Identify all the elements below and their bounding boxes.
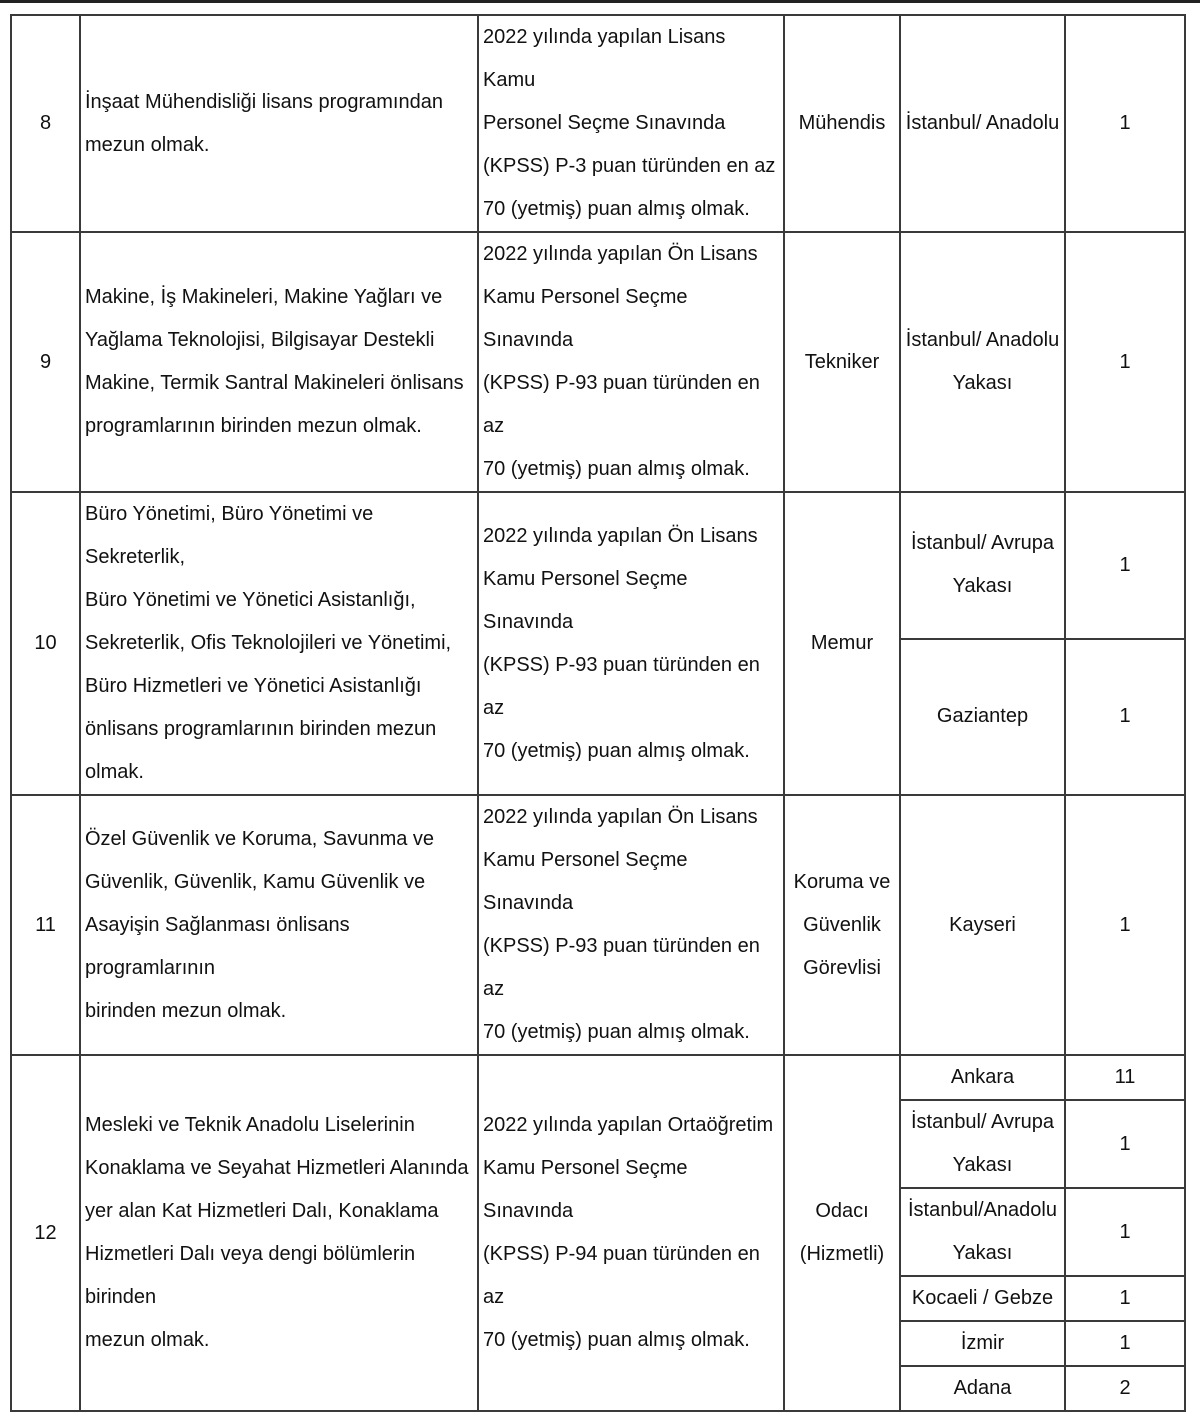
kpss-requirement-cell: 2022 yılında yapılan Ortaöğretim Kamu Personel Seçme Sınavında (KPSS) P-94 puan türünden en az 70 (yetmiş) puan almış olmak. — [478, 1055, 784, 1411]
table-row — [11, 492, 1185, 639]
staff-positions-table — [10, 14, 1186, 1412]
row-number: 12 — [11, 1055, 80, 1411]
table-row — [11, 232, 1185, 492]
position-count-cell: 1 — [1065, 15, 1185, 232]
position-count-cell: 1 — [1065, 795, 1185, 1055]
kpss-requirement-cell: 2022 yılında yapılan Ön Lisans Kamu Personel Seçme Sınavında (KPSS) P-93 puan türünden en az 70 (yetmiş) puan almış olmak. — [478, 795, 784, 1055]
row-number: 9 — [11, 232, 80, 492]
position-count-cell: 1 — [1065, 232, 1185, 492]
kpss-requirement-cell: 2022 yılında yapılan Ön Lisans Kamu Personel Seçme Sınavında (KPSS) P-93 puan türünden en az 70 (yetmiş) puan almış olmak. — [478, 232, 784, 492]
location-cell: Adana — [900, 1366, 1065, 1411]
location-cell: İstanbul/ Anadolu — [900, 15, 1065, 232]
position-count-cell: 1 — [1065, 639, 1185, 795]
location-cell: Kayseri — [900, 795, 1065, 1055]
kpss-requirement-cell: 2022 yılında yapılan Ön Lisans Kamu Personel Seçme Sınavında (KPSS) P-93 puan türünden en az 70 (yetmiş) puan almış olmak. — [478, 492, 784, 795]
row-number: 10 — [11, 492, 80, 795]
position-count-cell: 1 — [1065, 1276, 1185, 1321]
location-cell: İstanbul/ Avrupa Yakası — [900, 1100, 1065, 1188]
table-row — [11, 15, 1185, 232]
qualification-cell: Özel Güvenlik ve Koruma, Savunma ve Güvenlik, Güvenlik, Kamu Güvenlik ve Asayişin Sağlanması önlisans programlarının birinden mezun olmak. — [80, 795, 478, 1055]
table-row — [11, 1055, 1185, 1100]
location-cell: İstanbul/ Avrupa Yakası — [900, 492, 1065, 639]
position-count-cell: 1 — [1065, 492, 1185, 639]
location-cell: İzmir — [900, 1321, 1065, 1366]
kpss-requirement-cell: 2022 yılında yapılan Lisans Kamu Personel Seçme Sınavında (KPSS) P-3 puan türünden en az 70 (yetmiş) puan almış olmak. — [478, 15, 784, 232]
qualification-cell: Mesleki ve Teknik Anadolu Liselerinin Konaklama ve Seyahat Hizmetleri Alanında yer alan Kat Hizmetleri Dalı, Konaklama Hizmetleri Dalı veya dengi bölümlerin birinden mezun olmak. — [80, 1055, 478, 1411]
position-count-cell: 1 — [1065, 1100, 1185, 1188]
location-cell: Ankara — [900, 1055, 1065, 1100]
position-title-cell: Tekniker — [784, 232, 900, 492]
table-row — [11, 795, 1185, 1055]
qualification-cell: Büro Yönetimi, Büro Yönetimi ve Sekreterlik, Büro Yönetimi ve Yönetici Asistanlığı, Sekreterlik, Ofis Teknolojileri ve Yönetimi, Büro Hizmetleri ve Yönetici Asistanlığı önlisans programlarının birinden mezun olmak. — [80, 492, 478, 795]
position-count-cell: 1 — [1065, 1188, 1185, 1276]
top-border-line — [0, 0, 1200, 3]
position-count-cell: 11 — [1065, 1055, 1185, 1100]
row-number: 8 — [11, 15, 80, 232]
location-cell: Gaziantep — [900, 639, 1065, 795]
location-cell: İstanbul/ Anadolu Yakası — [900, 232, 1065, 492]
location-cell: Kocaeli / Gebze — [900, 1276, 1065, 1321]
position-title-cell: Mühendis — [784, 15, 900, 232]
qualification-cell: Makine, İş Makineleri, Makine Yağları ve Yağlama Teknolojisi, Bilgisayar Destekli Makine, Termik Santral Makineleri önlisans programlarının birinden mezun olmak. — [80, 232, 478, 492]
position-count-cell: 2 — [1065, 1366, 1185, 1411]
position-title-cell: Odacı (Hizmetli) — [784, 1055, 900, 1411]
qualification-cell: İnşaat Mühendisliği lisans programından mezun olmak. — [80, 15, 478, 232]
position-count-cell: 1 — [1065, 1321, 1185, 1366]
row-number: 11 — [11, 795, 80, 1055]
location-cell: İstanbul/Anadolu Yakası — [900, 1188, 1065, 1276]
position-title-cell: Memur — [784, 492, 900, 795]
position-title-cell: Koruma ve Güvenlik Görevlisi — [784, 795, 900, 1055]
